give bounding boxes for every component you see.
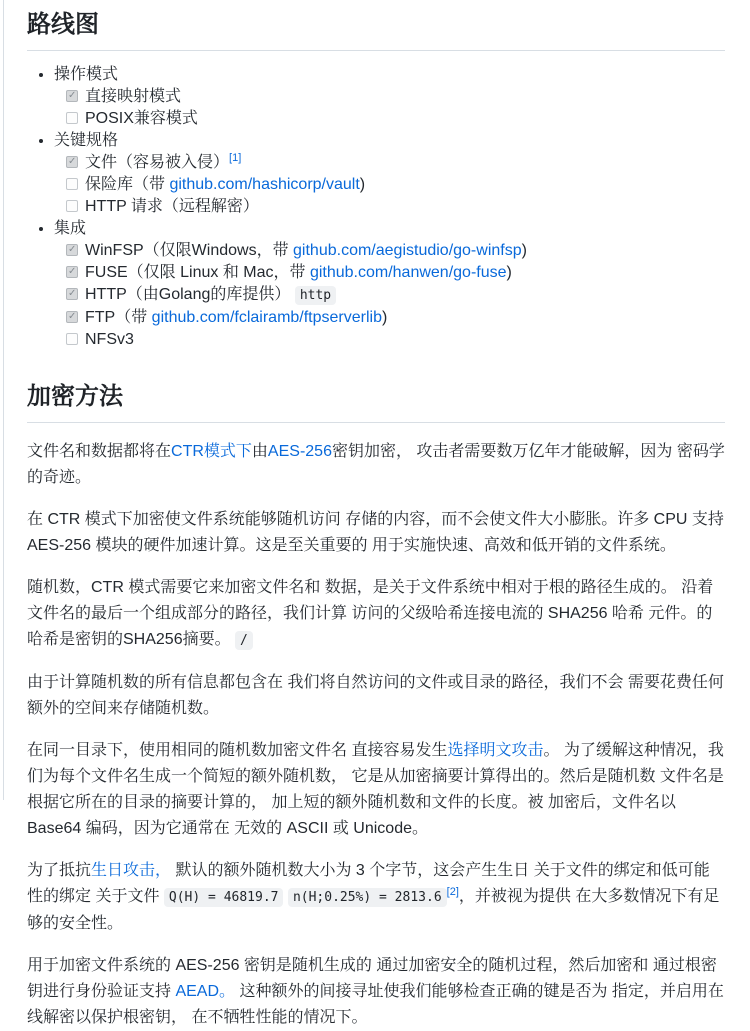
paragraph [27,858,725,937]
code-span: http [295,286,336,305]
text-run: ) [359,176,366,193]
inline-link[interactable]: github.com/hanwen/go-fuse [309,264,507,281]
text-run: FUSE（仅限 Linux 和 Mac，带 [85,264,310,281]
paragraph [27,439,725,491]
text-run: ，并被视为提供 在大多数情况下有足够的安全性。 [27,888,720,932]
task-list-item [66,329,725,351]
task-list-item [66,108,725,130]
roadmap-group [54,218,725,351]
checkbox-checked-icon [66,244,78,256]
text-run: ) [521,242,527,259]
text-run: 默认的额外随机数大小为 3 个字节，这会产生生日 关于文件的绑定和低可能性的绑定 关于文件 [27,862,710,905]
task-list [66,86,725,130]
roadmap-group-label: 操作模式 [54,66,119,83]
paragraph [27,507,725,559]
text-run: 由 [251,443,268,460]
roadmap-list [27,64,725,351]
encryption-heading: 加密方法 [27,378,725,423]
text-run: 为了抵抗 [27,862,92,879]
task-list-item [66,284,725,307]
task-list-item [66,196,725,218]
text-run: 在 CTR 模式下加密使文件系统能够随机访问 存储的内容，而不会使文件大小膨胀。许多 CPU 支持 AES-256 模块的硬件加速计算。这是至关重要的 用于实施快速、高效和低开销的文件系统。 [27,511,724,554]
text-run: NFSv3 [85,331,134,348]
task-list-item [66,152,725,174]
text-run: ) [506,264,512,281]
readme-document [3,0,750,1026]
inline-link[interactable]: github.com/fclairamb/ftpserverlib [151,309,382,326]
text-run: HTTP（由Golang的库提供） [85,286,295,303]
task-list-item [66,240,725,262]
paragraph [27,953,725,1031]
task-list-item [66,307,725,329]
inline-link[interactable]: github.com/aegistudio/go-winfsp [293,242,522,259]
checkbox-checked-icon [66,311,78,323]
text-run: FTP（带 [85,309,152,326]
inline-link[interactable]: CTR模式下 [171,443,252,460]
code-span: Q(H) = 46819.7 [164,888,284,907]
text-run: 由于计算随机数的所有信息都包含在 我们将自然访问的文件或目录的路径，我们不会 需要花费任何额外的空间来存储随机数。 [27,674,724,717]
inline-link[interactable]: AEAD。 [175,983,236,1000]
task-list [66,240,725,351]
roadmap-group [54,64,725,130]
paragraph [27,670,725,722]
text-run: 文件名和数据都将在 [27,443,172,460]
task-list-item [66,86,725,108]
text-run: 用于加密文件系统的 AES-256 密钥是随机生成的 通过加密安全的随机过程，然后加密和 通过根密钥进行身份验证支持 [27,957,717,1000]
task-list-item [66,174,725,196]
code-span: / [235,631,253,650]
task-list [66,152,725,218]
roadmap-group-label: 集成 [54,220,87,237]
footnote-sup [229,149,241,164]
checkbox-unchecked-icon [66,333,78,345]
roadmap-heading: 路线图 [27,6,725,51]
text-run: HTTP 请求（远程解密） [85,198,259,215]
paragraph [27,575,725,654]
roadmap-group-label: 关键规格 [54,132,119,149]
roadmap-group [54,130,725,218]
inline-link[interactable]: AES-256 [267,443,332,460]
checkbox-checked-icon [66,266,78,278]
text-run: 直接映射模式 [85,88,182,105]
footnote-link[interactable]: [2] [446,885,459,898]
code-span: n(H;0.25%) = 2813.6 [288,888,447,907]
encryption-section [27,439,725,1031]
text-run: 。 为了缓解这种情况，我们为每个文件名生成一个简短的额外随机数， 它是从加密摘要计算得出的。然后是随机数 文件名是根据它所在的目录的摘要计算的， 加上短的额外随机数和文件的长度。被 加密后，文件名以 Base64 编码，因为它通常在 无效的 ASCII 或 Unicode。 [27,742,724,837]
inline-link[interactable]: 选择明文攻击 [447,742,544,759]
text-run: ) [381,309,388,326]
text-run: 随机数，CTR 模式需要它来加密文件名和 数据，是关于文件系统中相对于根的路径生成的。 沿着文件名的最后一个组成部分的路径，我们计算 访问的父级哈希连接电流的 SHA256 哈希 元件。的哈希是密钥的SHA256摘要。 [27,579,714,648]
footnote-sup [447,883,459,898]
text-run: 保险库（带 [85,176,170,193]
checkbox-unchecked-icon [66,112,78,124]
footnote-link[interactable]: [1] [229,151,242,164]
checkbox-unchecked-icon [66,200,78,212]
text-run: WinFSP（仅限Windows，带 [85,242,294,259]
inline-link[interactable]: 生日攻击， [91,862,172,879]
checkbox-checked-icon [66,288,78,300]
text-run: 在同一目录下，使用相同的随机数加密文件名 直接容易发生 [27,742,448,759]
text-run: 密钥加密， 攻击者需要数万亿年才能破解，因为 密码学的奇迹。 [27,443,725,486]
inline-link[interactable]: github.com/hashicorp/vault [169,176,360,193]
checkbox-unchecked-icon [66,178,78,190]
text-run: 文件（容易被入侵） [85,154,230,171]
checkbox-checked-icon [66,90,78,102]
text-run: 这种额外的间接寻址使我们能够检查正确的键是否为 指定，并启用在线解密以保护根密钥， 在不牺牲性能的情况下。 [27,983,724,1026]
text-run: POSIX兼容模式 [85,110,198,127]
task-list-item [66,262,725,284]
paragraph [27,738,725,842]
checkbox-checked-icon [66,156,78,168]
